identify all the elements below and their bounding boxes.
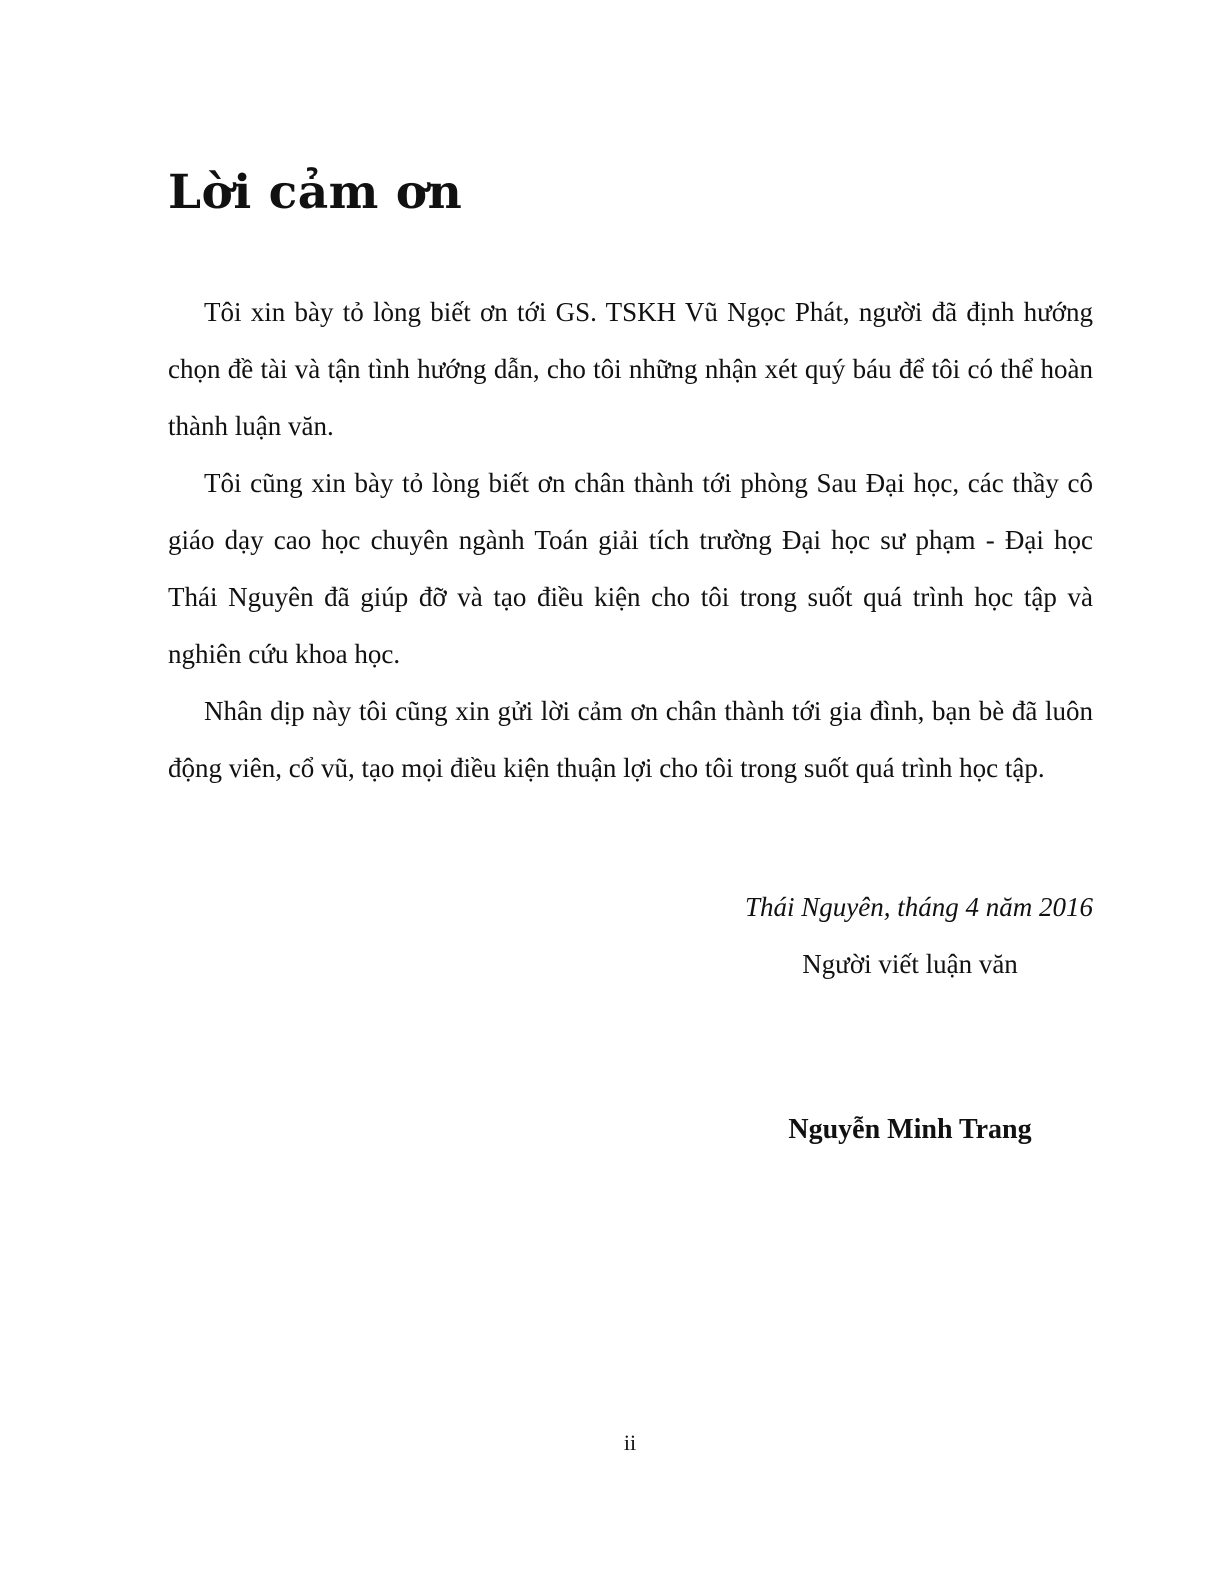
signature-block [600,879,1093,1145]
acknowledgement-body [168,284,1093,797]
paragraph-advisor-thanks: Tôi xin bày tỏ lòng biết ơn tới GS. TSKH Vũ Ngọc Phát, người đã định hướng chọn đề tài và tận tình hướng dẫn, cho tôi những nhận xét quý báu để tôi có thể hoàn thành luận văn. [168,297,1093,441]
place-date: Thái Nguyên, tháng 4 năm 2016 [745,892,1093,922]
paragraph-faculty-thanks: Tôi cũng xin bày tỏ lòng biết ơn chân thành tới phòng Sau Đại học, các thầy cô giáo dạy cao học chuyên ngành Toán giải tích trường Đại học sư phạm - Đại học Thái Nguyên đã giúp đỡ và tạo điều kiện cho tôi trong suốt quá trình học tập và nghiên cứu khoa học. [168,468,1093,669]
writer-label: Người viết luận văn [802,949,1018,979]
page-number: ii [623,1430,637,1455]
author-name: Nguyễn Minh Trang [788,1114,1032,1145]
paragraph-family-thanks: Nhân dịp này tôi cũng xin gửi lời cảm ơn chân thành tới gia đình, bạn bè đã luôn động viên, cổ vũ, tạo mọi điều kiện thuận lợi cho tôi trong suốt quá trình học tập. [168,696,1093,783]
page-title: Lời cảm ơn [168,165,463,220]
